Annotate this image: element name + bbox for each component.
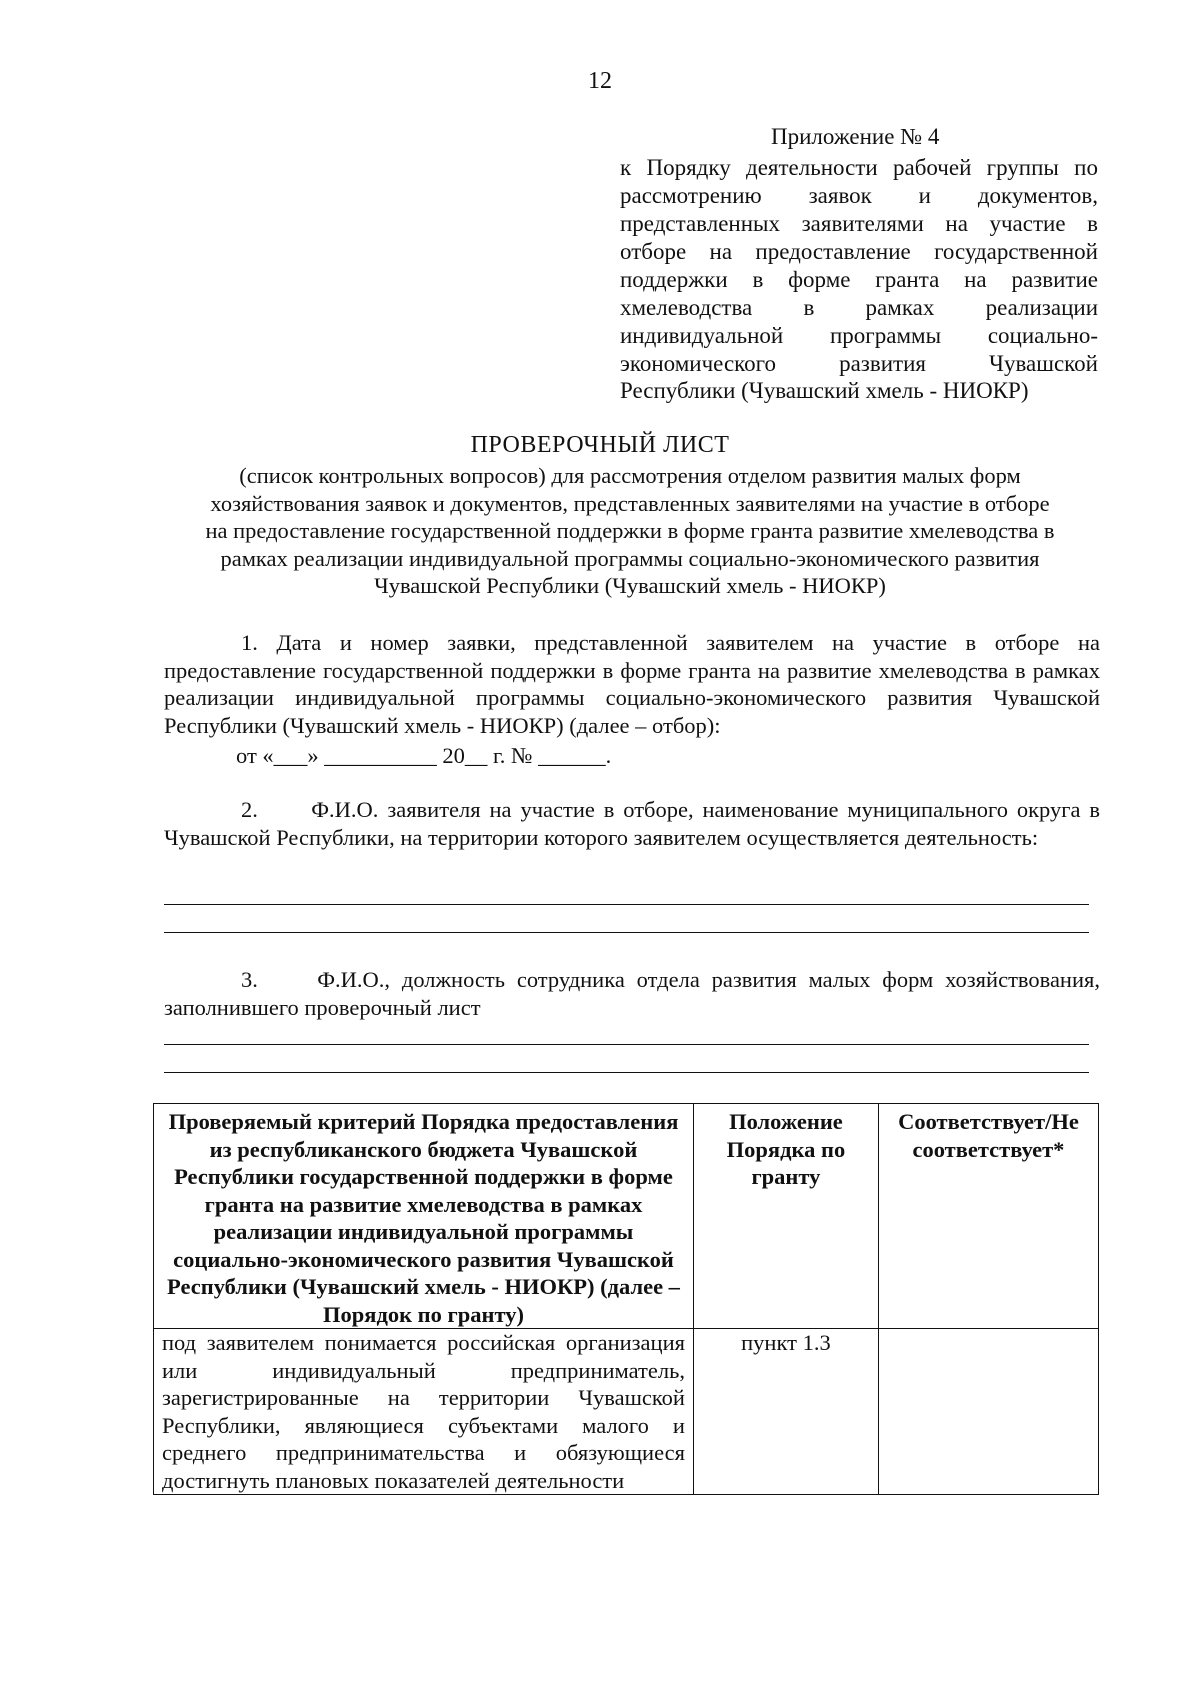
subtitle-line: (список контрольных вопросов) для рассмотрения отделом развития малых форм	[239, 463, 1021, 488]
header-criterion: Проверяемый критерий Порядка предоставления из республиканского бюджета Чувашской Республики государственной поддержки в форме гранта на развитие хмелеводства в рамках реализации индивидуальной программы социально-экономического развития Чувашской Республики (Чувашский хмель - НИОКР) (далее – Порядок по гранту)	[154, 1104, 694, 1329]
appendix-line: экономического развития Чувашской	[620, 351, 1098, 376]
table-row	[154, 1329, 1099, 1495]
subtitle-line: рамках реализации индивидуальной программы социально-экономического развития	[220, 545, 1040, 571]
fill-line	[164, 1044, 1089, 1045]
document-title: ПРОВЕРОЧНЫЙ ЛИСТ	[470, 432, 730, 458]
table-header-row	[154, 1104, 1099, 1329]
subtitle-line: на предоставление государственной поддержки в форме гранта развитие хмелеводства в	[205, 518, 1055, 543]
fill-line	[164, 904, 1089, 905]
appendix-text	[620, 154, 1098, 378]
subtitle-line: Чувашской Республики (Чувашский хмель - НИОКР)	[374, 573, 886, 598]
appendix-line: хмелеводства в рамках реализации	[620, 295, 1098, 320]
cell-criterion: под заявителем понимается российская организация или индивидуальный предприниматель, зарегистрированные на территории Чувашской Республики, являющиеся субъектами малого и среднего предпринимательства и обязующиеся достигнуть плановых показателей деятельности	[154, 1329, 694, 1495]
appendix-line: поддержки в форме гранта на развитие	[620, 267, 1098, 292]
criteria-table	[153, 1103, 1099, 1495]
appendix-line: рассмотрению заявок и документов,	[620, 183, 1098, 208]
appendix-line: индивидуальной программы социально-	[620, 323, 1098, 348]
item-3-text: 3. Ф.И.О., должность сотрудника отдела развития малых форм хозяйствования, заполнившего проверочный лист	[164, 967, 1100, 1020]
fill-line	[164, 932, 1089, 933]
page-number: 12	[588, 68, 612, 94]
appendix-line: представленных заявителями на участие в	[620, 211, 1098, 236]
item-1-text: 1. Дата и номер заявки, представленной заявителем на участие в отборе на предоставление государственной поддержки в форме гранта на развитие хмелеводства в рамках реализации индивидуальной программы социально-экономического развития Чувашской Республики (Чувашский хмель - НИОКР) (далее – отбор):	[164, 630, 1100, 738]
cell-clause: пункт 1.3	[693, 1329, 878, 1495]
item-2-text: 2. Ф.И.О. заявителя на участие в отборе, наименование муниципального округа в Чувашской Республики, на территории которого заявителем осуществляется деятельность:	[164, 797, 1100, 850]
fill-line	[164, 1072, 1089, 1073]
subtitle-line: хозяйствования заявок и документов, представленных заявителями на участие в отборе	[210, 490, 1050, 516]
appendix-line: Республики (Чувашский хмель - НИОКР)	[620, 378, 1029, 403]
header-result: Соответствует/Не соответствует*	[878, 1104, 1098, 1329]
appendix-line: к Порядку деятельности рабочей группы по	[620, 155, 1098, 180]
appendix-line: отборе на предоставление государственной	[620, 239, 1098, 264]
cell-result[interactable]	[878, 1329, 1098, 1495]
header-clause: Положение Порядка по гранту	[693, 1104, 878, 1329]
item-1-date-line: от «___» __________ 20__ г. № ______.	[236, 743, 612, 768]
document-subtitle	[160, 462, 1100, 600]
appendix-title: Приложение № 4	[771, 124, 940, 149]
